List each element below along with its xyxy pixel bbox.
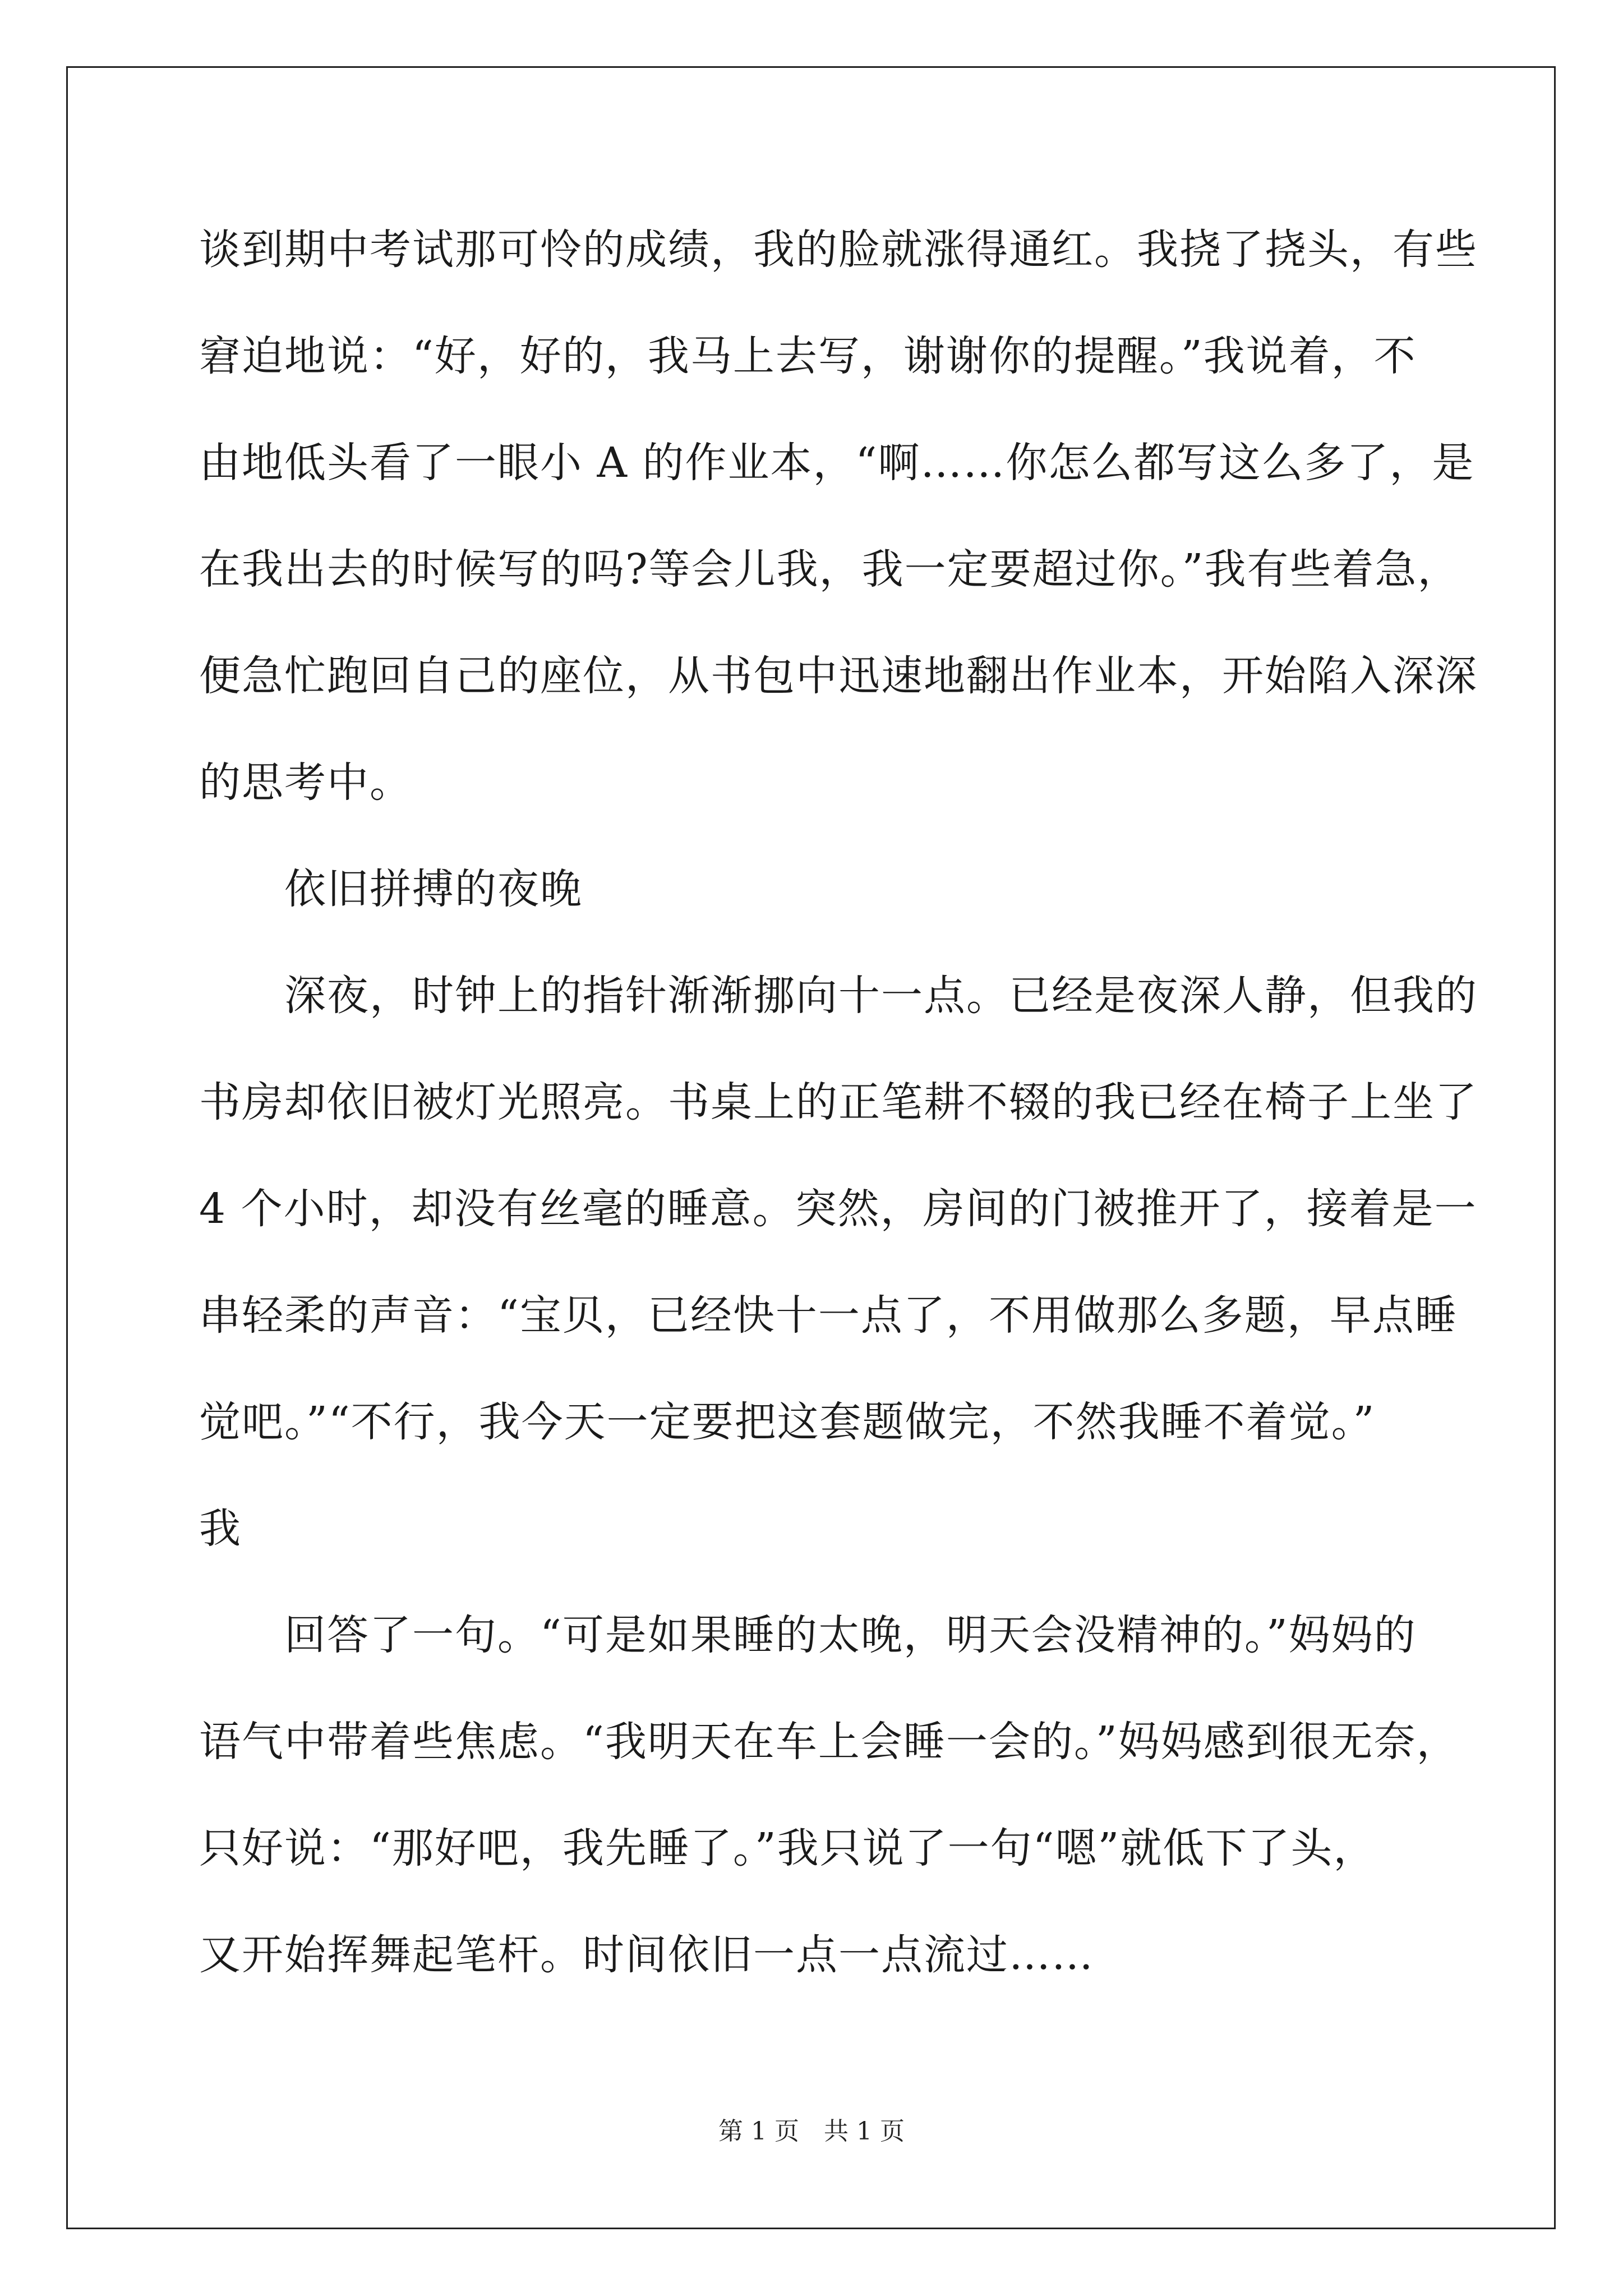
text-line: 的思考中。 bbox=[199, 758, 412, 807]
text-line: 便急忙跑回自己的座位，从书包中迅速地翻出作业本，开始陷入深深 bbox=[199, 652, 1478, 700]
text-line: 书房却依旧被灯光照亮。书桌上的正笔耕不辍的我已经在椅子上坐了 bbox=[199, 1078, 1478, 1126]
text-line: 窘迫地说：“好，好的，我马上去写，谢谢你的提醒。”我说着，不 bbox=[199, 332, 1417, 380]
text-line: 4 个小时，却没有丝毫的睡意。突然，房间的门被推开了，接着是一 bbox=[199, 1185, 1477, 1233]
text-line: 串轻柔的声音：“宝贝，已经快十一点了，不用做那么多题，早点睡 bbox=[199, 1291, 1458, 1340]
text-line: 觉吧。”“不行，我今天一定要把这套题做完，不然我睡不着觉。” bbox=[199, 1398, 1376, 1446]
page-border bbox=[66, 66, 1556, 2229]
section-heading: 依旧拼搏的夜晚 bbox=[199, 865, 583, 913]
text-line: 深夜，时钟上的指针渐渐挪向十一点。已经是夜深人静，但我的 bbox=[199, 972, 1478, 1020]
text-line: 只好说：“那好吧，我先睡了。”我只说了一句“嗯”就低下了头， bbox=[199, 1824, 1376, 1872]
text-line: 语气中带着些焦虑。“我明天在车上会睡一会的。”妈妈感到很无奈， bbox=[199, 1718, 1459, 1766]
text-line: 回答了一句。“可是如果睡的太晚，明天会没精神的。”妈妈的 bbox=[199, 1611, 1417, 1659]
text-line: 又开始挥舞起笔杆。时间依旧一点一点流过…… bbox=[199, 1931, 1094, 1979]
text-line: 谈到期中考试那可怜的成绩，我的脸就涨得通红。我挠了挠头，有些 bbox=[199, 226, 1478, 274]
text-line: 我 bbox=[199, 1504, 242, 1553]
page-footer: 第 1 页 共 1 页 bbox=[718, 2117, 905, 2146]
text-line: 由地低头看了一眼小 A 的作业本，“啊……你怎么都写这么多了，是 bbox=[199, 439, 1475, 487]
text-line: 在我出去的时候写的吗?等会儿我，我一定要超过你。”我有些着急， bbox=[199, 545, 1460, 593]
